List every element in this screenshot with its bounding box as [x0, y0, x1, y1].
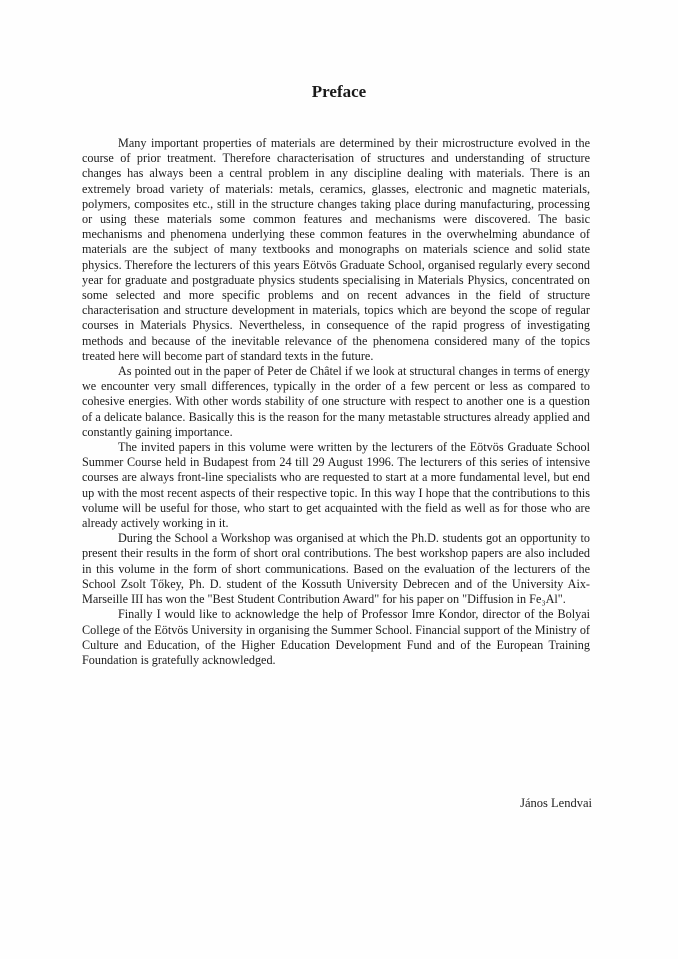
paragraph: The invited papers in this volume were written by the lecturers of the Eötvös Graduate School Summer Course held in Budapest from 24 till 29 August 1996. The lecturers of this series of intensive courses are always front-line specialists who are requested to start at a more fundamental level, but end up with the most recent aspects of their respective topic. In this way I hope that the contributions to this volume will be useful for those, who start to get acquainted with the field as well as for those who are already actively working in it. — [82, 440, 590, 531]
paragraph: Many important properties of materials are determined by their microstructure evolved in the course of prior treatment. Therefore characterisation of structures and understanding of structure changes has always been a central problem in any discipline dealing with materials. There is an extremely broad variety of materials: metals, ceramics, glasses, electronic and magnetic materials, polymers, composites etc., still in the structure changes taking place during manufacturing, processing or using these materials some common features and mechanisms were discovered. The basic mechanisms and phenomena underlying these common features in the overwhelming abundance of materials are the subject of many textbooks and monographs on materials science and solid state physics. Therefore the lecturers of this years Eötvös Graduate School, organised regularly every second year for graduate and postgraduate physics students specialising in Materials Physics, concentrated on some selected and more specific problems and on recent advances in the field of structure characterisation and structure development in materials, topics which are beyond the scope of regular courses in Materials Physics. Nevertheless, in consequence of the rapid progress of investigating methods and because of the inevitable relevance of the phenomena considered many of the topics treated here will become part of standard texts in the future. — [82, 136, 590, 363]
author-signature: János Lendvai — [520, 796, 592, 810]
paragraph: Finally I would like to acknowledge the help of Professor Imre Kondor, director of the Bolyai College of the Eötvös University in organising the Summer School. Financial support of the Ministry of Culture and Education, of the Higher Education Development Fund and of the European Training Foundation is gratefully acknowledged. — [82, 607, 590, 667]
page-title: Preface — [311, 82, 367, 101]
paragraph: As pointed out in the paper of Peter de Châtel if we look at structural changes in terms of energy we encounter very small differences, typically in the order of a few percent or less as compared to cohesive energies. With other words stability of one structure with respect to another one is a question of a delicate balance. Basically this is the reason for the many metastable structures already applied and constantly gaining importance. — [82, 364, 590, 439]
preface-body — [82, 136, 590, 668]
paragraph: During the School a Workshop was organised at which the Ph.D. students got an opportunity to present their results in the form of short oral contributions. The best workshop papers are also included in this volume in the form of short communications. Based on the evaluation of the lecturers of the School Zsolt Tőkey, Ph. D. student of the Kossuth University Debrecen and of the University Aix-Marseille III has won the "Best Student Contribution Award" for his paper on "Diffusion in Fe₃Al". — [82, 531, 590, 607]
